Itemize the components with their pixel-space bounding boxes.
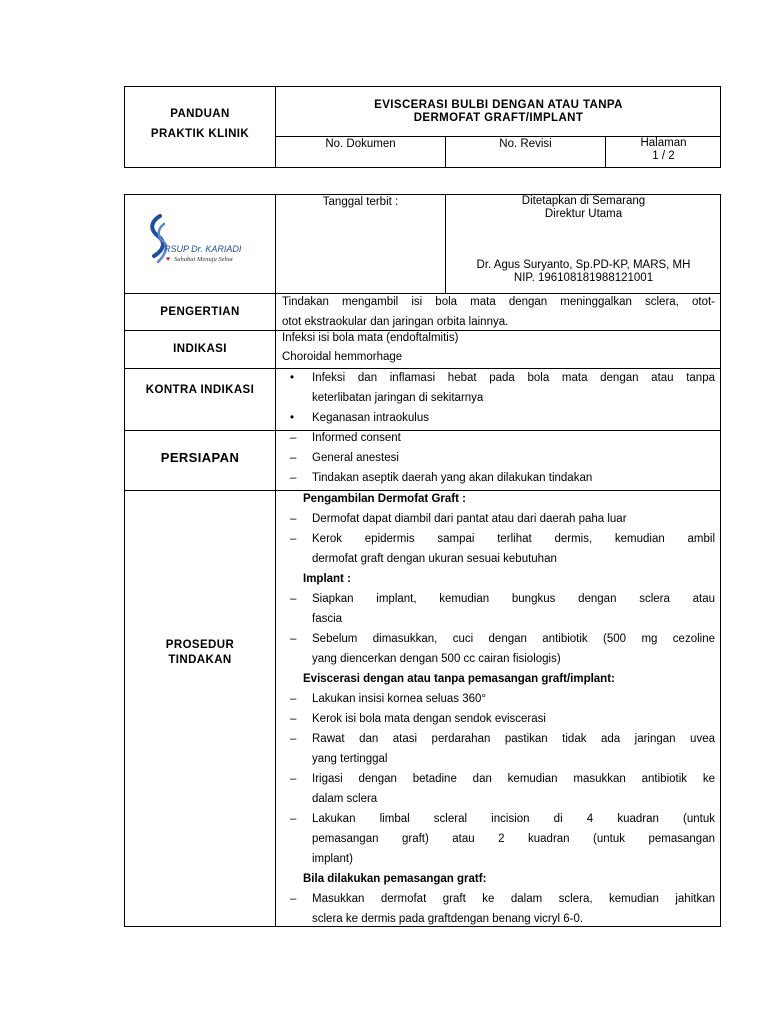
director-signature	[446, 259, 721, 285]
list-item: – Lakukan insisi kornea seluas 360°	[290, 693, 487, 705]
list-item: • Keganasan intraokulus	[290, 412, 429, 424]
direktur-title: Direktur Utama	[544, 208, 623, 220]
list-item: – Kerok epidermis sampai terlihat dermis, kemudian ambil dermofat graft dengan ukuran sesuai kebutuhan	[290, 533, 715, 565]
persiapan-list	[282, 428, 715, 488]
logo-heart-icon: ♥	[166, 256, 171, 263]
list-item: – Kerok isi bola mata dengan sendok eviscerasi	[290, 713, 546, 725]
logo-tagline: Sahabat Menuju Sehat	[174, 256, 233, 263]
panduan-title: PANDUAN PRAKTIK KLINIK	[150, 108, 250, 140]
pengertian-text: Tindakan mengambil isi bola mata dengan meninggalkan sclera, otot- otot ekstraokular dan jaringan orbita lainnya.	[282, 296, 715, 328]
document-title: EVISCERASI BULBI DENGAN ATAU TANPA DERMOFAT GRAFT/IMPLANT	[374, 99, 623, 124]
no-revisi-label: No. Revisi	[499, 138, 552, 150]
list-item: – Masukkan dermofat graft ke dalam sclera, kemudian jahitkan sclera ke dermis pada graftdengan benang vicryl 6-0.	[290, 893, 715, 925]
logo-name: RSUP Dr. KARIADI	[164, 244, 242, 254]
prosedur-heading: Pengambilan Dermofat Graft :	[303, 493, 466, 505]
director-name: Dr. Agus Suryanto, Sp.PD-KP, MARS, MH	[476, 259, 691, 271]
prosedur-label: PROSEDUR TINDAKAN	[165, 639, 235, 666]
persiapan-label: PERSIAPAN	[160, 450, 240, 465]
prosedur-heading: Implant :	[303, 573, 351, 585]
list-item: – Sebelum dimasukkan, cuci dengan antibiotik (500 mg cezoline yang diencerkan dengan 500 cc cairan fisiologis)	[290, 633, 715, 665]
no-dokumen-label: No. Dokumen	[325, 138, 396, 150]
halaman-label: Halaman 1 / 2	[606, 137, 721, 163]
prosedur-heading: Bila dilakukan pemasangan gratf:	[303, 873, 487, 885]
prosedur-list	[282, 489, 715, 929]
list-item: – Siapkan implant, kemudian bungkus dengan sclera atau fascia	[290, 593, 715, 625]
indikasi-text: Infeksi isi bola mata (endoftalmitis) Choroidal hemmorhage	[282, 332, 459, 363]
list-item: – Dermofat dapat diambil dari pantat atau dari daerah paha luar	[290, 513, 627, 525]
kontra-indikasi-label: KONTRA INDIKASI	[145, 384, 255, 396]
prosedur-heading: Eviscerasi dengan atau tanpa pemasangan graft/implant:	[303, 673, 615, 685]
pengertian-label: PENGERTIAN	[160, 306, 240, 318]
director-nip: NIP. 196108181988121001	[513, 272, 654, 284]
list-item: – Irigasi dengan betadine dan kemudian masukkan antibiotik ke dalam sclera	[290, 773, 715, 805]
list-item: – Tindakan aseptik daerah yang akan dilakukan tindakan	[290, 472, 593, 484]
list-item: – General anestesi	[290, 452, 399, 464]
list-item: • Infeksi dan inflamasi hebat pada bola mata dengan atau tanpa keterlibatan jaringan di sekitarnya	[290, 372, 715, 404]
ditetapkan: Ditetapkan di Semarang Direktur Utama	[446, 195, 721, 221]
list-item: – Rawat dan atasi perdarahan pastikan tidak ada jaringan uvea yang tertinggal	[290, 733, 715, 765]
list-item: – Lakukan limbal scleral incision di 4 kuadran (untuk pemasangan graft) atau 2 kuadran (untuk pemasangan implant)	[290, 813, 715, 865]
tanggal-terbit: Tanggal terbit :	[322, 196, 399, 208]
list-item: – Informed consent	[290, 432, 401, 444]
hospital-logo	[142, 214, 262, 270]
kontra-indikasi-list	[282, 368, 715, 428]
halaman-value: 1 / 2	[652, 150, 675, 162]
indikasi-label: INDIKASI	[173, 343, 227, 355]
